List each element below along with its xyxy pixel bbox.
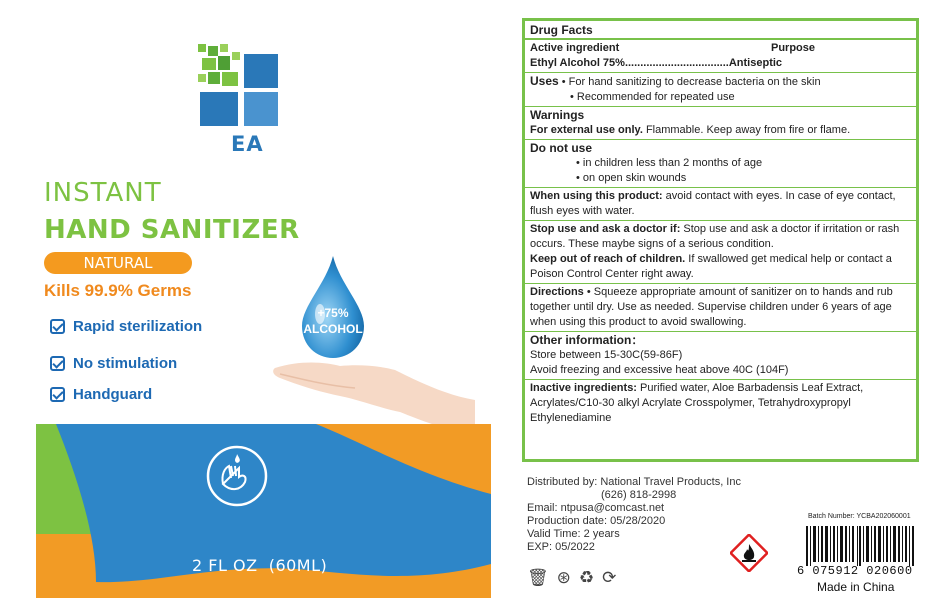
when-using-bold: When using this product: xyxy=(530,190,663,202)
active-ingredient-label: Active ingredient xyxy=(530,42,620,54)
directions-text: • Squeeze appropriate amount of sanitizer on to hands and rub together until dry. Use as needed. Supervise children under 6 years of age when using this product to avoid swallowing. xyxy=(530,286,893,328)
drug-facts-panel xyxy=(522,18,919,462)
stop-use-text: Stop use and ask a doctor if irritation or rash occurs. These maybe signs of a serious condition. xyxy=(530,223,900,250)
feature-label: No stimulation xyxy=(73,355,178,372)
valid-time: Valid Time: 2 years xyxy=(527,528,620,540)
uses-item: • For hand sanitizing to decrease bacteria on the skin xyxy=(558,76,821,88)
email: Email: ntpusa@comcast.net xyxy=(527,502,665,514)
distribution-info xyxy=(527,476,741,554)
distributed-by: Distributed by: National Travel Products, Inc xyxy=(527,476,741,488)
feature-label: Handguard xyxy=(73,386,153,403)
purpose-value: Antiseptic xyxy=(728,57,783,69)
active-ingredient-row xyxy=(530,56,911,71)
alcohol-percent: +75% xyxy=(317,306,349,320)
do-not-use-item: • on open skin wounds xyxy=(576,172,687,184)
recycle-bin-icon: 🗑 xyxy=(527,568,549,588)
other-info-item: Store between 15-30C(59-86F) xyxy=(530,349,683,361)
production-date: Production date: 05/28/2020 xyxy=(527,515,666,527)
when-using-section xyxy=(530,189,911,219)
barcode xyxy=(806,526,914,566)
stop-use-section xyxy=(530,222,911,252)
natural-badge: NATURAL xyxy=(44,252,192,274)
checkbox-icon xyxy=(50,356,65,371)
inactive-bold: Inactive ingredients: xyxy=(530,382,637,394)
circular-arrow-icon: ⟳ xyxy=(602,568,617,588)
feature-item xyxy=(50,355,177,372)
product-name-line1: INSTANT xyxy=(44,178,162,208)
uses-label: Uses xyxy=(530,74,559,88)
uses-section xyxy=(530,74,911,90)
keep-out-text: If swallowed get medical help or contact a Poison Control Center right away. xyxy=(530,253,892,280)
recycle-icon: ♻ xyxy=(578,568,595,588)
product-name-line2: HAND SANITIZER xyxy=(44,215,300,245)
germ-claim: Kills 99.9% Germs xyxy=(44,281,192,300)
flammable-hazard-icon xyxy=(730,534,768,572)
feature-item xyxy=(50,386,152,403)
directions-section xyxy=(530,285,911,330)
keep-out-bold: Keep out of reach of children. xyxy=(530,253,686,265)
uses-item: • Recommended for repeated use xyxy=(570,91,735,103)
alcohol-word: ALCOHOL xyxy=(303,322,363,336)
external-use-warning xyxy=(530,123,911,138)
external-use-bold: For external use only. xyxy=(530,124,643,136)
brand-logo-text: EA xyxy=(231,132,264,156)
directions-bold: Directions xyxy=(530,286,584,298)
feature-label: Rapid sterilization xyxy=(73,318,203,335)
stop-use-bold: Stop use and ask a doctor if: xyxy=(530,223,681,235)
checkbox-icon xyxy=(50,387,65,402)
other-info-title: Other information： xyxy=(530,333,644,347)
when-using-text: avoid contact with eyes. In case of eye contact, flush eyes with water. xyxy=(530,190,896,217)
warnings-title: Warnings xyxy=(530,108,585,122)
inactive-text: Purified water, Aloe Barbadensis Leaf Extract, Acrylates/C10-30 alkyl Acrylate Crosspolymer, Tetrahydroxypropyl Ethylenediamine xyxy=(530,382,864,424)
green-dot-icon: ⊛ xyxy=(556,568,571,588)
volume-label: 2 FL OZ (60ML) xyxy=(192,556,328,575)
drug-facts-title: Drug Facts xyxy=(530,23,593,37)
phone-number: (626) 818-2998 xyxy=(601,489,677,501)
alcohol-drop-label xyxy=(303,305,363,337)
other-info-item: Avoid freezing and excessive heat above 40C (104F) xyxy=(530,364,789,376)
feature-item xyxy=(50,318,202,335)
batch-number: Batch Number: YCBA202060001 xyxy=(808,513,911,520)
do-not-use-item: • in children less than 2 months of age xyxy=(576,157,763,169)
keep-out-section xyxy=(530,252,911,282)
purpose-label: Purpose xyxy=(770,42,815,54)
do-not-use-title: Do not use xyxy=(530,141,592,155)
made-in-label: Made in China xyxy=(817,580,895,594)
recycling-symbols xyxy=(527,568,616,588)
active-ingredient-header xyxy=(530,41,911,56)
hand-wash-icon xyxy=(205,444,269,508)
inactive-ingredients-section xyxy=(530,381,911,426)
active-ingredient-value: Ethyl Alcohol 75%.................................. xyxy=(530,57,729,69)
checkbox-icon xyxy=(50,319,65,334)
barcode-number: 6 075912 020600 xyxy=(797,564,913,578)
external-use-text: Flammable. Keep away from fire or flame. xyxy=(642,124,851,136)
expiry-date: EXP: 05/2022 xyxy=(527,541,595,553)
